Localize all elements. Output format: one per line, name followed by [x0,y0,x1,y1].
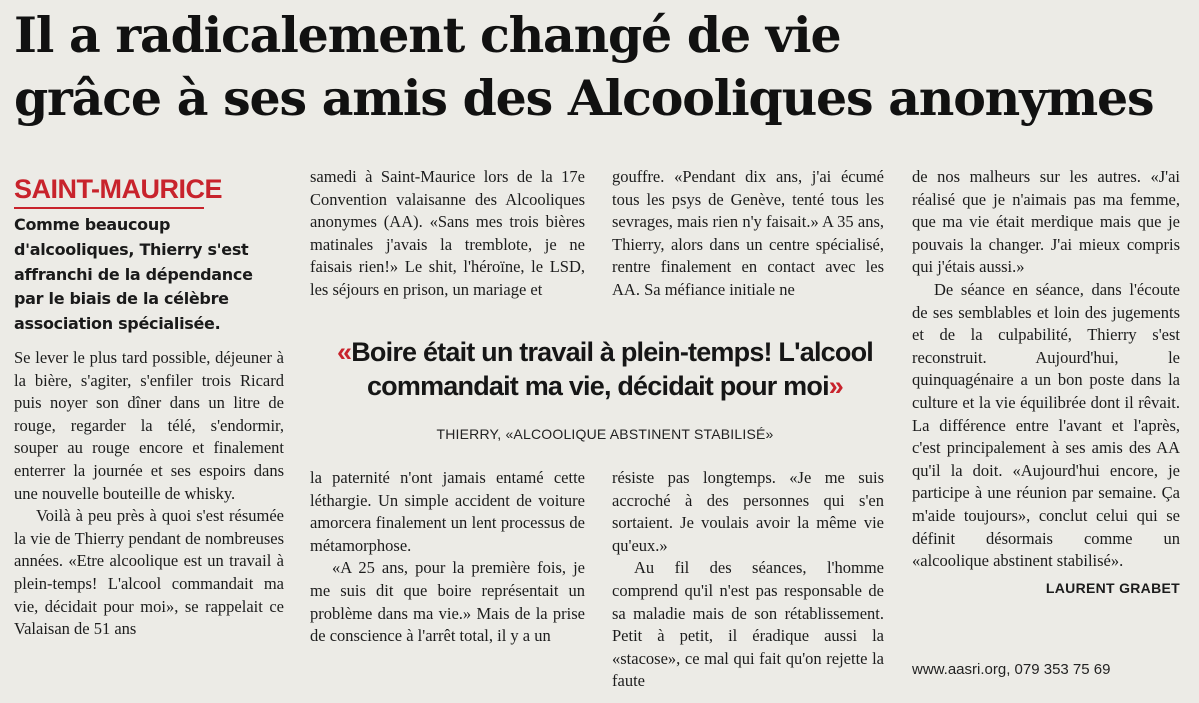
body-paragraph: Se lever le plus tard possible, déjeuner à la bière, s'agiter, s'enfiler trois Ricard puis noyer son dîner dans un litre de rouge, regarder la télé, s'endormir, souper au rouge encore et finalement enterrer la journée et ses espoirs dans une nouvelle bouteille de whisky. [14,347,284,503]
lead-line: d'alcooliques, Thierry s'est [14,239,249,259]
lead-line: association spécialisée. [14,314,221,334]
body-paragraph: «A 25 ans, pour la première fois, je me suis dit que boire représentait un problème dans ma vie.» Mais de la prise de conscience à l'arrêt total, il y a un [310,558,585,646]
kicker-rule [14,207,204,209]
body-paragraph: la paternité n'ont jamais entamé cette léthargie. Un simple accident de voiture amorcera finalement un lent processus de métamorphose. [310,468,585,555]
pull-quote [310,335,900,403]
column-2-top [310,166,585,302]
lead-paragraph [14,213,284,337]
contact-info: www.aasri.org, 079 353 75 69 [912,661,1111,678]
lead-line: affranchi de la dépendance [14,264,253,284]
location-kicker: SAINT-MAURICE [14,174,222,204]
column-1 [14,173,284,641]
pull-quote-attribution: THIERRY, «ALCOOLIQUE ABSTINENT STABILISÉ» [436,426,774,442]
body-paragraph: Au fil des séances, l'homme comprend qu'il n'est pas responsable de sa maladie mais de son rétablissement. Petit à petit, il éradique aussi la «stacose», ce mal qui fait qu'on rejette la faute [612,558,884,691]
lead-line: Comme beaucoup [14,215,171,234]
pull-quote-line-2: commandait ma vie, décidait pour moi [366,371,829,401]
column-2-bottom [310,467,585,648]
body-paragraph: samedi à Saint-Maurice lors de la 17e Convention valaisanne des Alcooliques anonymes (AA). «Sans mes trois bières matinales j'avais la tremblote, je ne faisais rien!» Le shit, l'héroïne, le LSD, les séjours en prison, un mariage et [310,167,585,299]
article-headline [14,4,1189,130]
pull-quote-line-1: Boire était un travail à plein-temps! L'alcool [351,337,873,367]
column-3-top [612,166,884,302]
headline-line-2: grâce à ses amis des Alcooliques anonymes [14,69,1154,127]
column-4 [912,166,1180,599]
body-paragraph: résiste pas longtemps. «Je me suis accroché à des personnes qui s'en sortaient. Je voulais avoir la même vie qu'eux.» [612,468,884,555]
body-paragraph: gouffre. «Pendant dix ans, j'ai écumé tous les psys de Genève, tenté tous les sevrages, mais rien n'y faisait.» A 35 ans, Thierry, alors dans un centre spécialisé, rentre finalement en contact avec les AA. Sa méfiance initiale ne [612,167,884,299]
body-paragraph: de nos malheurs sur les autres. «J'ai réalisé que je n'aimais pas ma femme, que ma vie était merdique mais que je pouvais la changer. J'ai mieux compris qui j'étais aussi.» [912,167,1180,277]
body-paragraph: De séance en séance, dans l'écoute de ses semblables et loin des jugements et de la culpabilité, Thierry s'est reconstruit. Aujourd'hui, le quinquagénaire a un bon poste dans la culture et la vie équilibrée dont il rêvait. La différence entre l'avant et l'après, c'est principalement à ses amis des AA qu'il la doit. «Aujourd'hui encore, je participe à une réunion par semaine. Ça m'aide toujours», conclut celui qui se définit désormais comme un «alcoolique abstinent stabilisé». [912,279,1180,571]
headline-line-1: Il a radicalement changé de vie [14,6,841,64]
column-3-bottom [612,467,884,693]
body-paragraph: Voilà à peu près à quoi s'est résumée la vie de Thierry pendant de nombreuses années. «Etre alcoolique est un travail à plein-temps! L'alcool commandait ma vie, décidait pour moi», se rappelait ce Valaisan de 51 ans [14,506,284,639]
lead-line: par le biais de la célèbre [14,289,229,309]
quote-open-mark: « [337,337,352,367]
quote-close-mark: » [828,371,844,401]
author-signature: LAURENT GRABET [1045,579,1180,596]
